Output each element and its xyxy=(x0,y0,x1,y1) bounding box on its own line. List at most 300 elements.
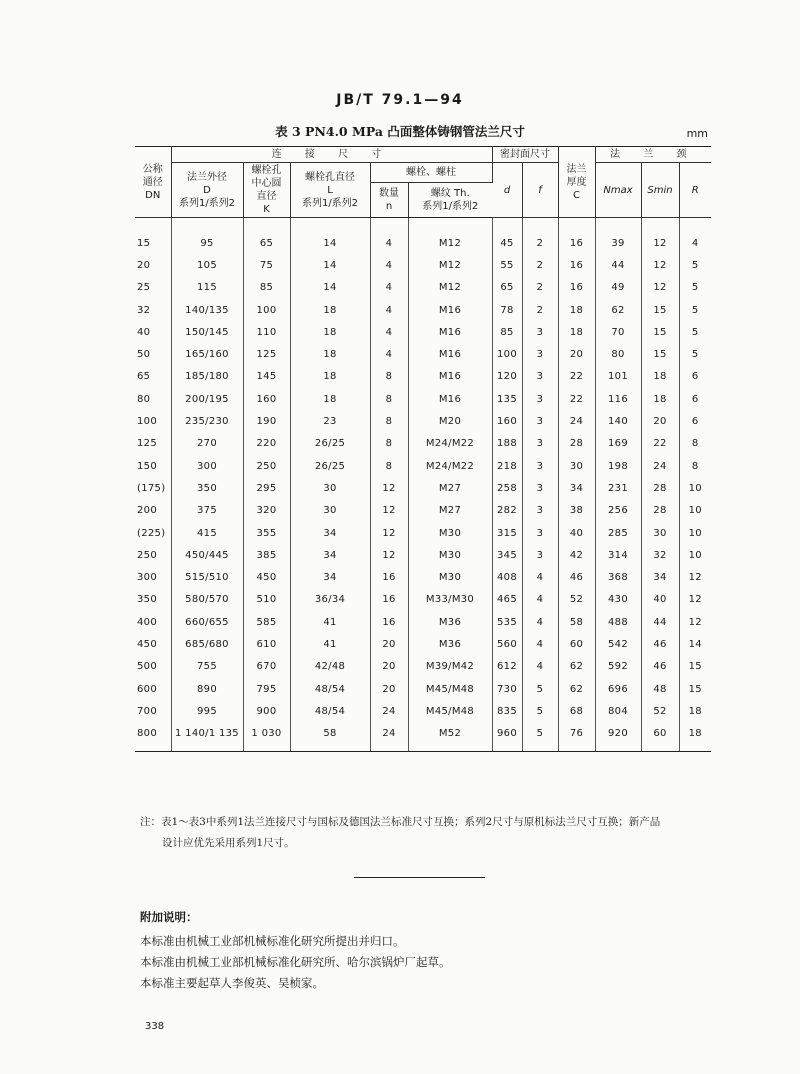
table-cell: 24 xyxy=(370,700,408,722)
col-f-label: f xyxy=(538,184,542,196)
table-row xyxy=(135,366,711,388)
table-cell: 235/230 xyxy=(171,410,243,432)
table-note xyxy=(140,812,740,854)
table-cell: 24 xyxy=(558,410,595,432)
table-cell: 85 xyxy=(492,321,522,343)
col-thickness-label: 法兰 厚度 C xyxy=(566,163,587,201)
table-cell: 835 xyxy=(492,700,522,722)
table-cell: 5 xyxy=(691,326,699,338)
table-row xyxy=(135,299,711,321)
table-cell: 430 xyxy=(595,589,641,611)
table-cell: M36 xyxy=(408,633,492,655)
table-cell: 5 xyxy=(522,723,558,752)
table-cell: 23 xyxy=(290,410,370,432)
table-cell: 2 xyxy=(522,299,558,321)
table-cell: 58 xyxy=(290,723,370,752)
table-cell: 8 xyxy=(370,366,408,388)
table-cell: 500 xyxy=(135,656,171,678)
additional-line-3: 本标准主要起草人李俊英、吴桢家。 xyxy=(140,976,324,990)
col-f-header xyxy=(522,163,558,218)
col-d-label: d xyxy=(503,184,511,196)
table-cell: 3 xyxy=(522,544,558,566)
table-cell: 320 xyxy=(243,500,290,522)
table-cell: 110 xyxy=(243,321,290,343)
table-cell: 685/680 xyxy=(171,633,243,655)
table-cell: 515/510 xyxy=(171,566,243,588)
col-smin-header xyxy=(641,163,679,218)
connection-dimensions-label: 连 接 尺 寸 xyxy=(271,149,392,160)
table-cell: M16 xyxy=(408,299,492,321)
table-cell: 580/570 xyxy=(171,589,243,611)
table-cell: 34 xyxy=(290,522,370,544)
table-cell: M12 xyxy=(408,218,492,255)
table-cell: M36 xyxy=(408,611,492,633)
table-cell: 450 xyxy=(243,566,290,588)
table-cell: 44 xyxy=(595,254,641,276)
table-cell: 3 xyxy=(522,366,558,388)
table-cell: 250 xyxy=(243,455,290,477)
flange-neck-label: 法 兰 颈 xyxy=(610,149,697,160)
table-row xyxy=(135,700,711,722)
table-cell: 16 xyxy=(558,218,595,255)
table-cell: 1 030 xyxy=(243,723,290,752)
table-cell: 4 xyxy=(522,566,558,588)
table-cell: 3 xyxy=(522,455,558,477)
table-cell: 465 xyxy=(492,589,522,611)
table-cell: 28 xyxy=(641,477,679,499)
table-cell: 101 xyxy=(595,366,641,388)
table-cell: 15 xyxy=(641,321,679,343)
table-cell: 12 xyxy=(688,616,702,628)
seal-face-header xyxy=(492,147,558,163)
table-cell: 65 xyxy=(492,277,522,299)
table-cell: 450/445 xyxy=(171,544,243,566)
table-cell: 5 xyxy=(691,349,699,361)
table-cell: 20 xyxy=(641,410,679,432)
table-cell: 5 xyxy=(691,282,699,294)
table-cell: M27 xyxy=(408,477,492,499)
table-cell: 755 xyxy=(171,656,243,678)
table-cell: M16 xyxy=(408,343,492,365)
flange-neck-header xyxy=(595,147,711,163)
table-cell: 190 xyxy=(243,410,290,432)
table-cell: 542 xyxy=(595,633,641,655)
table-cell: 41 xyxy=(290,611,370,633)
table-cell: 3 xyxy=(522,410,558,432)
col-smin-label: Smin xyxy=(647,184,673,196)
table-cell: 20 xyxy=(558,343,595,365)
table-cell: 28 xyxy=(641,500,679,522)
table-cell: 15 xyxy=(688,661,702,673)
table-cell: 62 xyxy=(558,656,595,678)
table-cell: 30 xyxy=(290,477,370,499)
table-row xyxy=(135,455,711,477)
table-cell: 258 xyxy=(492,477,522,499)
col-bolt-qty-label: 数量 n xyxy=(379,187,399,212)
table-cell: 5 xyxy=(522,678,558,700)
table-cell: 70 xyxy=(595,321,641,343)
table-row xyxy=(135,656,711,678)
table-cell: 5 xyxy=(522,700,558,722)
note-line-1: 注：表1～表3中系列1法兰连接尺寸与国标及德国法兰标准尺寸互换；系列2尺寸与原机标法兰尺寸互换；新产品 xyxy=(140,816,661,828)
table-cell: 120 xyxy=(492,366,522,388)
table-cell: 800 xyxy=(135,723,171,752)
table-cell: 68 xyxy=(558,700,595,722)
table-cell: 42/48 xyxy=(290,656,370,678)
table-cell: 65 xyxy=(135,366,171,388)
table-cell: M24/M22 xyxy=(408,455,492,477)
table-cell: 804 xyxy=(595,700,641,722)
table-cell: 220 xyxy=(243,433,290,455)
note-line-2: 设计应优先采用系列1尺寸。 xyxy=(162,837,295,849)
table-cell: 8 xyxy=(370,388,408,410)
table-cell: 585 xyxy=(243,611,290,633)
table-cell: 115 xyxy=(171,277,243,299)
table-cell: M33/M30 xyxy=(408,589,492,611)
table-row xyxy=(135,218,711,255)
table-row xyxy=(135,433,711,455)
table-cell: 188 xyxy=(492,433,522,455)
table-cell: 22 xyxy=(558,366,595,388)
table-row xyxy=(135,500,711,522)
table-cell: 20 xyxy=(370,678,408,700)
table-cell: 10 xyxy=(688,549,702,561)
col-d-header xyxy=(492,163,522,218)
table-cell: 10 xyxy=(688,505,702,517)
table-cell: 4 xyxy=(522,589,558,611)
table-cell: 22 xyxy=(558,388,595,410)
table-row xyxy=(135,277,711,299)
table-cell: 4 xyxy=(522,611,558,633)
section-divider xyxy=(354,877,485,878)
table-cell: 408 xyxy=(492,566,522,588)
table-cell: 24 xyxy=(370,723,408,752)
table-cell: 160 xyxy=(492,410,522,432)
table-cell: 26/25 xyxy=(290,455,370,477)
table-cell: 8 xyxy=(691,460,699,472)
table-cell: 85 xyxy=(243,277,290,299)
table-cell: 12 xyxy=(688,572,702,584)
table-cell: 16 xyxy=(370,589,408,611)
table-row xyxy=(135,589,711,611)
table-cell: 3 xyxy=(522,321,558,343)
table-cell: 285 xyxy=(595,522,641,544)
table-cell: 39 xyxy=(595,218,641,255)
table-cell: 135 xyxy=(492,388,522,410)
table-cell: 900 xyxy=(243,700,290,722)
table-cell: 140 xyxy=(595,410,641,432)
table-caption: 表 3 PN4.0 MPa 凸面整体铸钢管法兰尺寸 xyxy=(275,124,525,139)
table-cell: 52 xyxy=(558,589,595,611)
table-row xyxy=(135,410,711,432)
col-dn-header xyxy=(135,147,171,218)
table-cell: 610 xyxy=(243,633,290,655)
table-cell: 560 xyxy=(492,633,522,655)
col-thickness-header xyxy=(558,147,595,218)
table-cell: 18 xyxy=(641,366,679,388)
col-bolt-circle-header xyxy=(243,163,290,218)
table-row xyxy=(135,254,711,276)
table-row xyxy=(135,477,711,499)
table-cell: 18 xyxy=(679,723,711,752)
table-cell: 95 xyxy=(171,218,243,255)
table-cell: 890 xyxy=(171,678,243,700)
table-cell: 12 xyxy=(370,544,408,566)
table-cell: 30 xyxy=(641,522,679,544)
table-cell: 10 xyxy=(688,527,702,539)
table-cell: 300 xyxy=(171,455,243,477)
table-cell: 795 xyxy=(243,678,290,700)
table-cell: 12 xyxy=(641,254,679,276)
table-cell: 200/195 xyxy=(171,388,243,410)
table-cell: 4 xyxy=(370,321,408,343)
table-cell: (175) xyxy=(135,477,171,499)
table-cell: 16 xyxy=(370,611,408,633)
table-cell: 282 xyxy=(492,500,522,522)
col-bolt-hole-header xyxy=(290,163,370,218)
table-cell: 24 xyxy=(641,455,679,477)
table-cell: 62 xyxy=(558,678,595,700)
table-row xyxy=(135,522,711,544)
table-cell: 300 xyxy=(135,566,171,588)
col-thread-header xyxy=(408,182,492,217)
table-cell: 315 xyxy=(492,522,522,544)
table-cell: 16 xyxy=(558,254,595,276)
table-cell: 4 xyxy=(370,218,408,255)
table-cell: 40 xyxy=(641,589,679,611)
table-cell: M45/M48 xyxy=(408,700,492,722)
table-cell: 46 xyxy=(558,566,595,588)
table-cell: 12 xyxy=(688,594,702,606)
table-cell: 75 xyxy=(243,254,290,276)
table-cell: 45 xyxy=(492,218,522,255)
table-cell: 8 xyxy=(370,455,408,477)
table-cell: 12 xyxy=(641,218,679,255)
table-cell: 40 xyxy=(135,321,171,343)
table-row xyxy=(135,566,711,588)
table-cell: M16 xyxy=(408,321,492,343)
table-cell: 18 xyxy=(290,321,370,343)
table-cell: 2 xyxy=(522,218,558,255)
table-cell: M30 xyxy=(408,566,492,588)
table-cell: 48/54 xyxy=(290,678,370,700)
table-cell: 4 xyxy=(691,237,699,249)
table-cell: 295 xyxy=(243,477,290,499)
table-cell: 50 xyxy=(135,343,171,365)
table-cell: 14 xyxy=(688,638,702,650)
col-bolt-qty-header xyxy=(370,182,408,217)
col-thread-label: 螺纹 Th. 系列1/系列2 xyxy=(422,187,479,212)
standard-number: JB/T 79.1—94 xyxy=(336,92,464,108)
table-cell: 34 xyxy=(558,477,595,499)
table-cell: M39/M42 xyxy=(408,656,492,678)
table-cell: 612 xyxy=(492,656,522,678)
table-cell: 730 xyxy=(492,678,522,700)
table-cell: 32 xyxy=(135,299,171,321)
table-cell: 60 xyxy=(558,633,595,655)
table-row xyxy=(135,321,711,343)
table-cell: 46 xyxy=(641,656,679,678)
table-cell: 150/145 xyxy=(171,321,243,343)
table-cell: 36/34 xyxy=(290,589,370,611)
table-cell: 55 xyxy=(492,254,522,276)
page-number: 338 xyxy=(145,1021,165,1032)
table-cell: 4 xyxy=(370,343,408,365)
table-cell: 169 xyxy=(595,433,641,455)
table-cell: M16 xyxy=(408,388,492,410)
table-cell: 218 xyxy=(492,455,522,477)
table-cell: 660/655 xyxy=(171,611,243,633)
table-cell: 6 xyxy=(691,393,699,405)
table-cell: 6 xyxy=(691,371,699,383)
table-cell: M45/M48 xyxy=(408,678,492,700)
table-cell: 375 xyxy=(171,500,243,522)
table-cell: 41 xyxy=(290,633,370,655)
table-cell: 10 xyxy=(688,482,702,494)
table-cell: 3 xyxy=(522,522,558,544)
table-cell: 42 xyxy=(558,544,595,566)
table-cell: 105 xyxy=(171,254,243,276)
table-cell: 44 xyxy=(641,611,679,633)
table-cell: M27 xyxy=(408,500,492,522)
table-cell: 450 xyxy=(135,633,171,655)
col-nmax-header xyxy=(595,163,641,218)
table-cell: 145 xyxy=(243,366,290,388)
table-cell: 314 xyxy=(595,544,641,566)
table-cell: 510 xyxy=(243,589,290,611)
table-row xyxy=(135,343,711,365)
table-cell: 65 xyxy=(243,218,290,255)
seal-face-label: 密封面尺寸 xyxy=(500,149,550,160)
table-cell: 5 xyxy=(691,304,699,316)
table-cell: 15 xyxy=(135,218,171,255)
table-cell: 995 xyxy=(171,700,243,722)
bolts-studs-header xyxy=(370,163,492,183)
table-cell: (225) xyxy=(135,522,171,544)
table-cell: 12 xyxy=(370,500,408,522)
table-cell: 696 xyxy=(595,678,641,700)
table-row xyxy=(135,678,711,700)
table-cell: 12 xyxy=(370,477,408,499)
table-cell: 165/160 xyxy=(171,343,243,365)
table-cell: 350 xyxy=(171,477,243,499)
table-cell: 58 xyxy=(558,611,595,633)
table-cell: 15 xyxy=(641,299,679,321)
table-cell: 700 xyxy=(135,700,171,722)
table-cell: 116 xyxy=(595,388,641,410)
table-cell: 48 xyxy=(641,678,679,700)
table-cell: 200 xyxy=(135,500,171,522)
table-cell: 2 xyxy=(522,254,558,276)
table-cell: 12 xyxy=(370,522,408,544)
table-cell: M30 xyxy=(408,522,492,544)
table-cell: 100 xyxy=(135,410,171,432)
table-cell: 16 xyxy=(370,566,408,588)
table-cell: 15 xyxy=(641,343,679,365)
table-cell: 18 xyxy=(641,388,679,410)
table-cell: 18 xyxy=(290,343,370,365)
table-cell: 25 xyxy=(135,277,171,299)
table-cell: 4 xyxy=(370,299,408,321)
table-unit: mm xyxy=(686,127,708,140)
table-cell: 60 xyxy=(641,723,679,752)
table-cell: 350 xyxy=(135,589,171,611)
table-cell: 14 xyxy=(290,277,370,299)
table-cell: 78 xyxy=(492,299,522,321)
table-cell: M30 xyxy=(408,544,492,566)
table-cell: 38 xyxy=(558,500,595,522)
table-cell: 4 xyxy=(522,633,558,655)
table-cell: 46 xyxy=(641,633,679,655)
table-cell: 256 xyxy=(595,500,641,522)
additional-line-2: 本标准由机械工业部机械标准化研究所、哈尔滨锅炉厂起草。 xyxy=(140,955,451,969)
table-cell: 920 xyxy=(595,723,641,752)
table-cell: 198 xyxy=(595,455,641,477)
table-cell: 5 xyxy=(691,259,699,271)
table-cell: 16 xyxy=(558,277,595,299)
table-cell: 3 xyxy=(522,388,558,410)
table-cell: 400 xyxy=(135,611,171,633)
table-cell: 34 xyxy=(290,566,370,588)
table-cell: 8 xyxy=(691,438,699,450)
table-cell: 52 xyxy=(641,700,679,722)
table-cell: 385 xyxy=(243,544,290,566)
table-cell: 80 xyxy=(595,343,641,365)
table-cell: 34 xyxy=(290,544,370,566)
additional-line-1: 本标准由机械工业部机械标准化研究所提出并归口。 xyxy=(140,934,405,948)
col-flange-od-header xyxy=(171,163,243,218)
table-cell: 20 xyxy=(135,254,171,276)
table-cell: 4 xyxy=(370,277,408,299)
table-cell: 8 xyxy=(370,410,408,432)
table-cell: 4 xyxy=(522,656,558,678)
table-cell: 3 xyxy=(522,500,558,522)
table-cell: 368 xyxy=(595,566,641,588)
col-r-header xyxy=(679,163,711,218)
table-cell: 18 xyxy=(290,388,370,410)
table-cell: 34 xyxy=(641,566,679,588)
table-cell: 48/54 xyxy=(290,700,370,722)
table-cell: 28 xyxy=(558,433,595,455)
table-cell: 76 xyxy=(558,723,595,752)
col-bolt-circle-label: 螺栓孔 中心圆 直径 K xyxy=(251,165,282,215)
table-row xyxy=(135,611,711,633)
table-cell: 185/180 xyxy=(171,366,243,388)
table-cell: M12 xyxy=(408,254,492,276)
table-cell: 600 xyxy=(135,678,171,700)
flange-dimension-table xyxy=(135,146,711,752)
table-cell: 2 xyxy=(522,277,558,299)
table-cell: 125 xyxy=(243,343,290,365)
table-cell: 8 xyxy=(370,433,408,455)
table-cell: 1 140/1 135 xyxy=(171,723,243,752)
table-cell: 3 xyxy=(522,477,558,499)
table-cell: 960 xyxy=(492,723,522,752)
table-cell: 231 xyxy=(595,477,641,499)
table-cell: 26/25 xyxy=(290,433,370,455)
additional-notes-title: 附加说明： xyxy=(140,910,198,924)
table-cell: 30 xyxy=(290,500,370,522)
table-cell: 160 xyxy=(243,388,290,410)
table-cell: 14 xyxy=(290,254,370,276)
table-cell: 18 xyxy=(290,366,370,388)
col-nmax-label: Nmax xyxy=(603,184,633,196)
table-cell: M24/M22 xyxy=(408,433,492,455)
table-cell: 250 xyxy=(135,544,171,566)
table-cell: 18 xyxy=(558,321,595,343)
table-cell: 14 xyxy=(290,218,370,255)
table-cell: 49 xyxy=(595,277,641,299)
